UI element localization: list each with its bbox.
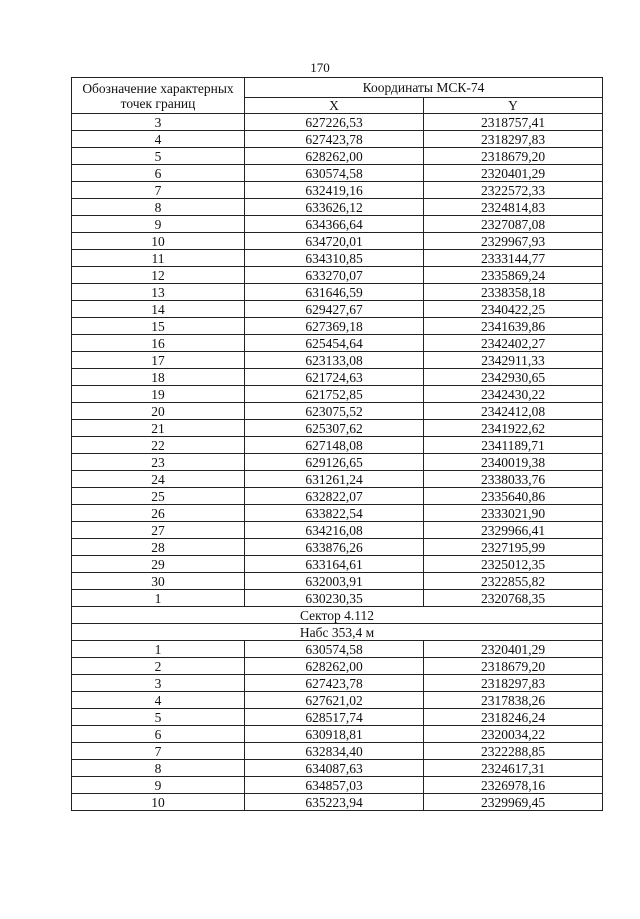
y-coordinate-cell: 2341189,71 (424, 437, 603, 454)
table-row (72, 471, 603, 488)
y-coordinate-cell: 2324617,31 (424, 760, 603, 777)
table-row (72, 726, 603, 743)
table-row (72, 658, 603, 675)
table-row (72, 777, 603, 794)
y-coordinate-cell: 2318757,41 (424, 114, 603, 131)
y-coordinate-cell: 2320401,29 (424, 165, 603, 182)
point-number-cell: 25 (72, 488, 245, 505)
table-row (72, 692, 603, 709)
x-coordinate-cell: 630918,81 (245, 726, 424, 743)
y-coordinate-cell: 2320768,35 (424, 590, 603, 607)
point-number-cell: 21 (72, 420, 245, 437)
table-row (72, 522, 603, 539)
x-coordinate-cell: 625454,64 (245, 335, 424, 352)
x-coordinate-cell: 635223,94 (245, 794, 424, 811)
table-row (72, 352, 603, 369)
y-coordinate-cell: 2340422,25 (424, 301, 603, 318)
point-number-cell: 17 (72, 352, 245, 369)
table-row (72, 760, 603, 777)
table-row (72, 454, 603, 471)
table-row (72, 369, 603, 386)
point-number-cell: 7 (72, 182, 245, 199)
x-coordinate-cell: 629427,67 (245, 301, 424, 318)
coords-column-header: Координаты МСК-74 (245, 78, 603, 98)
table-row (72, 488, 603, 505)
y-coordinate-cell: 2318679,20 (424, 658, 603, 675)
point-number-cell: 6 (72, 726, 245, 743)
point-number-cell: 16 (72, 335, 245, 352)
x-coordinate-cell: 633270,07 (245, 267, 424, 284)
x-coordinate-cell: 631646,59 (245, 284, 424, 301)
y-coordinate-cell: 2342911,33 (424, 352, 603, 369)
table-row (72, 539, 603, 556)
y-coordinate-cell: 2317838,26 (424, 692, 603, 709)
point-number-cell: 4 (72, 131, 245, 148)
point-number-cell: 11 (72, 250, 245, 267)
y-coordinate-cell: 2322855,82 (424, 573, 603, 590)
y-coordinate-cell: 2322288,85 (424, 743, 603, 760)
y-coordinate-cell: 2341639,86 (424, 318, 603, 335)
y-coordinate-cell: 2342430,22 (424, 386, 603, 403)
table-row (72, 386, 603, 403)
point-number-cell: 14 (72, 301, 245, 318)
y-coordinate-cell: 2318297,83 (424, 675, 603, 692)
x-coordinate-cell: 623075,52 (245, 403, 424, 420)
x-coordinate-cell: 629126,65 (245, 454, 424, 471)
table-row (72, 590, 603, 607)
x-coordinate-cell: 634720,01 (245, 233, 424, 250)
y-coordinate-cell: 2324814,83 (424, 199, 603, 216)
second-section-rows (72, 641, 603, 811)
sector-label: Сектор 4.112 (72, 607, 603, 624)
point-number-cell: 30 (72, 573, 245, 590)
y-coordinate-cell: 2342930,65 (424, 369, 603, 386)
x-coordinate-cell: 621724,63 (245, 369, 424, 386)
point-number-cell: 10 (72, 794, 245, 811)
y-coordinate-cell: 2318297,83 (424, 131, 603, 148)
point-number-cell: 4 (72, 692, 245, 709)
table-row (72, 420, 603, 437)
y-coordinate-cell: 2322572,33 (424, 182, 603, 199)
point-number-cell: 20 (72, 403, 245, 420)
y-coordinate-cell: 2326978,16 (424, 777, 603, 794)
table-row (72, 403, 603, 420)
table-row (72, 284, 603, 301)
table-row (72, 794, 603, 811)
y-coordinate-cell: 2318679,20 (424, 148, 603, 165)
x-coordinate-cell: 633822,54 (245, 505, 424, 522)
point-number-cell: 1 (72, 641, 245, 658)
page-number: 170 (310, 60, 330, 75)
y-coordinate-cell: 2333144,77 (424, 250, 603, 267)
point-number-cell: 28 (72, 539, 245, 556)
point-number-cell: 15 (72, 318, 245, 335)
table-row (72, 318, 603, 335)
x-coordinate-cell: 633876,26 (245, 539, 424, 556)
point-number-cell: 9 (72, 216, 245, 233)
table-row (72, 250, 603, 267)
x-coordinate-cell: 627226,53 (245, 114, 424, 131)
x-coordinate-cell: 633164,61 (245, 556, 424, 573)
point-number-cell: 18 (72, 369, 245, 386)
point-number-cell: 5 (72, 709, 245, 726)
x-coordinate-cell: 625307,62 (245, 420, 424, 437)
point-number-cell: 2 (72, 658, 245, 675)
x-coordinate-cell: 634366,64 (245, 216, 424, 233)
table-row (72, 505, 603, 522)
point-number-cell: 10 (72, 233, 245, 250)
table-row (72, 216, 603, 233)
table-row (72, 556, 603, 573)
table-row (72, 267, 603, 284)
y-coordinate-cell: 2329969,45 (424, 794, 603, 811)
y-coordinate-cell: 2340019,38 (424, 454, 603, 471)
point-number-cell: 12 (72, 267, 245, 284)
point-number-cell: 27 (72, 522, 245, 539)
point-number-cell: 19 (72, 386, 245, 403)
y-coordinate-cell: 2329966,41 (424, 522, 603, 539)
point-number-cell: 1 (72, 590, 245, 607)
y-coordinate-cell: 2327087,08 (424, 216, 603, 233)
y-coordinate-cell: 2320034,22 (424, 726, 603, 743)
y-coordinate-cell: 2325012,35 (424, 556, 603, 573)
x-coordinate-cell: 627148,08 (245, 437, 424, 454)
table-row (72, 199, 603, 216)
y-coordinate-cell: 2338358,18 (424, 284, 603, 301)
point-number-cell: 13 (72, 284, 245, 301)
point-number-cell: 3 (72, 675, 245, 692)
x-coordinate-cell: 627621,02 (245, 692, 424, 709)
table-row (72, 743, 603, 760)
table-row (72, 641, 603, 658)
point-number-cell: 22 (72, 437, 245, 454)
x-coordinate-cell: 627423,78 (245, 131, 424, 148)
point-number-cell: 6 (72, 165, 245, 182)
point-number-cell: 3 (72, 114, 245, 131)
point-number-cell: 9 (72, 777, 245, 794)
x-coordinate-cell: 627369,18 (245, 318, 424, 335)
x-coordinate-cell: 634087,63 (245, 760, 424, 777)
y-coordinate-cell: 2342402,27 (424, 335, 603, 352)
table-row (72, 573, 603, 590)
x-coordinate-cell: 628517,74 (245, 709, 424, 726)
x-column-header: X (245, 98, 424, 114)
point-number-cell: 7 (72, 743, 245, 760)
x-coordinate-cell: 633626,12 (245, 199, 424, 216)
x-coordinate-cell: 628262,00 (245, 658, 424, 675)
y-coordinate-cell: 2338033,76 (424, 471, 603, 488)
first-section-rows (72, 114, 603, 607)
y-coordinate-cell: 2335869,24 (424, 267, 603, 284)
points-column-header: Обозначение характерных точек границ (72, 78, 245, 114)
height-row (72, 624, 603, 641)
x-coordinate-cell: 634216,08 (245, 522, 424, 539)
y-coordinate-cell: 2333021,90 (424, 505, 603, 522)
y-coordinate-cell: 2342412,08 (424, 403, 603, 420)
point-number-cell: 5 (72, 148, 245, 165)
x-coordinate-cell: 631261,24 (245, 471, 424, 488)
x-coordinate-cell: 628262,00 (245, 148, 424, 165)
table-row (72, 165, 603, 182)
coordinates-table (71, 77, 603, 811)
x-coordinate-cell: 634857,03 (245, 777, 424, 794)
point-number-cell: 29 (72, 556, 245, 573)
x-coordinate-cell: 623133,08 (245, 352, 424, 369)
x-coordinate-cell: 634310,85 (245, 250, 424, 267)
table-row (72, 437, 603, 454)
point-number-cell: 23 (72, 454, 245, 471)
table-row (72, 114, 603, 131)
table-row (72, 182, 603, 199)
sector-row (72, 607, 603, 624)
table-row (72, 233, 603, 250)
y-coordinate-cell: 2320401,29 (424, 641, 603, 658)
y-coordinate-cell: 2341922,62 (424, 420, 603, 437)
y-coordinate-cell: 2329967,93 (424, 233, 603, 250)
table-row (72, 675, 603, 692)
y-coordinate-cell: 2327195,99 (424, 539, 603, 556)
y-coordinate-cell: 2335640,86 (424, 488, 603, 505)
x-coordinate-cell: 627423,78 (245, 675, 424, 692)
table-row (72, 301, 603, 318)
x-coordinate-cell: 630574,58 (245, 641, 424, 658)
x-coordinate-cell: 630230,35 (245, 590, 424, 607)
x-coordinate-cell: 632834,40 (245, 743, 424, 760)
point-number-cell: 24 (72, 471, 245, 488)
table-row (72, 335, 603, 352)
y-coordinate-cell: 2318246,24 (424, 709, 603, 726)
table-row (72, 709, 603, 726)
point-number-cell: 8 (72, 199, 245, 216)
x-coordinate-cell: 632003,91 (245, 573, 424, 590)
point-number-cell: 8 (72, 760, 245, 777)
x-coordinate-cell: 632419,16 (245, 182, 424, 199)
height-label: Набс 353,4 м (72, 624, 603, 641)
point-number-cell: 26 (72, 505, 245, 522)
x-coordinate-cell: 621752,85 (245, 386, 424, 403)
table-row (72, 148, 603, 165)
table-row (72, 131, 603, 148)
y-column-header: Y (424, 98, 603, 114)
x-coordinate-cell: 632822,07 (245, 488, 424, 505)
x-coordinate-cell: 630574,58 (245, 165, 424, 182)
